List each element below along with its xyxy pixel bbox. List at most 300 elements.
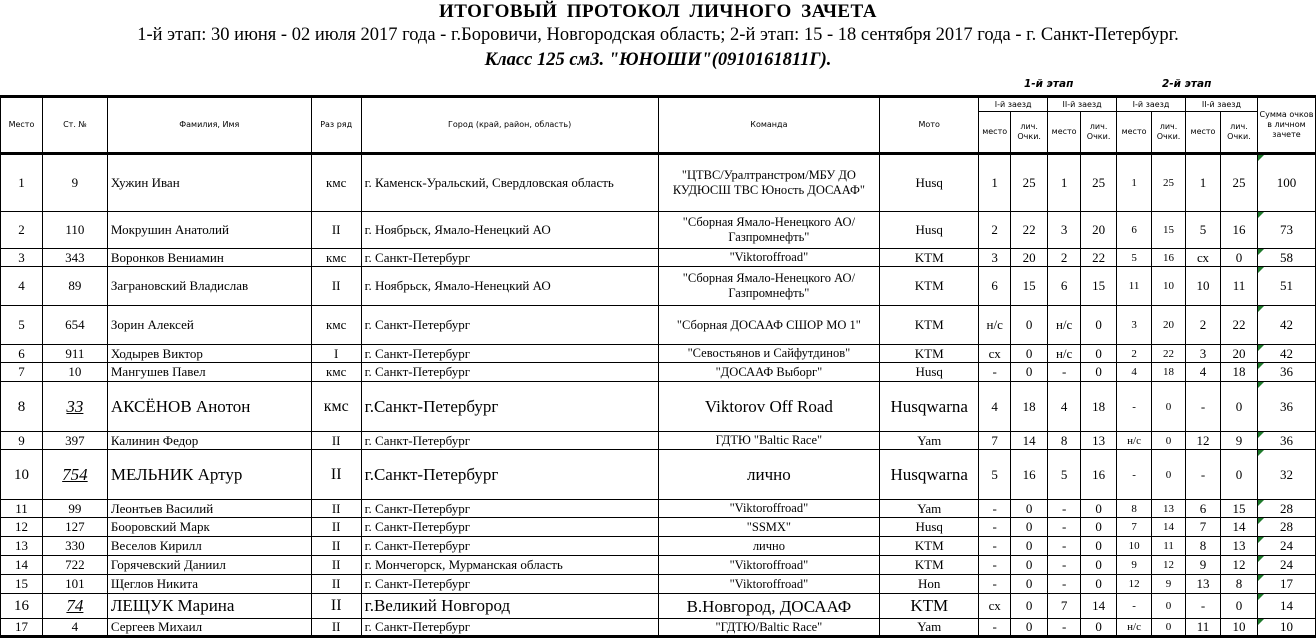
cell-s2r2-place: 4 xyxy=(1186,363,1221,382)
cell-place: 12 xyxy=(1,518,43,537)
cell-s1r2-place: - xyxy=(1048,619,1081,637)
cell-s1r1-place: 3 xyxy=(979,249,1011,267)
cell-city: г. Ноябрьск, Ямало-Ненецкий АО xyxy=(361,212,658,249)
table-row xyxy=(1,594,1316,619)
table-row xyxy=(1,154,1316,212)
cell-city: г. Санкт-Петербург xyxy=(361,537,658,556)
cell-s1r2-place: - xyxy=(1048,518,1081,537)
table-row xyxy=(1,556,1316,575)
cell-s1r2-place: - xyxy=(1048,575,1081,594)
cell-s2r2-place: 2 xyxy=(1186,306,1221,345)
cell-total: 51 xyxy=(1257,267,1315,306)
cell-total: 42 xyxy=(1257,306,1315,345)
table-row xyxy=(1,382,1316,432)
col-s2-race2: II-й заезд xyxy=(1186,97,1258,112)
cell-city: г. Санкт-Петербург xyxy=(361,249,658,267)
cell-s1r1-place: - xyxy=(979,518,1011,537)
cell-team: "Сборная ДОСААФ СШОР МО 1" xyxy=(658,306,880,345)
cell-name: МЕЛЬНИК Артур xyxy=(107,450,311,500)
cell-city: г. Санкт-Петербург xyxy=(361,306,658,345)
cell-rank: кмс xyxy=(311,154,361,212)
results-body xyxy=(1,154,1316,637)
table-row xyxy=(1,450,1316,500)
cell-s2r2-points: 11 xyxy=(1220,267,1257,306)
cell-number: 330 xyxy=(42,537,107,556)
cell-name: Веселов Кирилл xyxy=(107,537,311,556)
cell-total: 32 xyxy=(1257,450,1315,500)
cell-s1r1-points: 22 xyxy=(1011,212,1048,249)
cell-name: Мангушев Павел xyxy=(107,363,311,382)
cell-team: "ЦТВС/Уралтранстром/МБУ ДО КУДЮСШ ТВС Юность ДОСААФ" xyxy=(658,154,880,212)
cell-number: 397 xyxy=(42,432,107,450)
cell-s1r1-place: - xyxy=(979,500,1011,518)
cell-city: г.Санкт-Петербург xyxy=(361,450,658,500)
cell-s2r2-points: 16 xyxy=(1220,212,1257,249)
cell-total: 24 xyxy=(1257,537,1315,556)
cell-team: "ГДТЮ/Baltic Race" xyxy=(658,619,880,637)
cell-s1r1-points: 0 xyxy=(1011,575,1048,594)
cell-s2r2-place: 5 xyxy=(1186,212,1221,249)
cell-number: 74 xyxy=(42,594,107,619)
cell-number: 9 xyxy=(42,154,107,212)
cell-s2r2-place: 10 xyxy=(1186,267,1221,306)
cell-s2r1-points: 18 xyxy=(1152,363,1186,382)
cell-place: 17 xyxy=(1,619,43,637)
cell-s1r2-place: 8 xyxy=(1048,432,1081,450)
cell-s1r2-points: 13 xyxy=(1081,432,1117,450)
cell-s1r1-points: 0 xyxy=(1011,594,1048,619)
cell-s2r2-place: 11 xyxy=(1186,619,1221,637)
cell-s1r1-points: 25 xyxy=(1011,154,1048,212)
cell-s2r2-points: 8 xyxy=(1220,575,1257,594)
cell-total: 17 xyxy=(1257,575,1315,594)
cell-s1r2-place: - xyxy=(1048,556,1081,575)
cell-s1r2-place: - xyxy=(1048,363,1081,382)
cell-s1r2-points: 0 xyxy=(1081,556,1117,575)
cell-number: 89 xyxy=(42,267,107,306)
cell-s1r2-points: 0 xyxy=(1081,537,1117,556)
cell-team: В.Новгород, ДОСААФ xyxy=(658,594,880,619)
table-row xyxy=(1,432,1316,450)
cell-s2r1-place: 10 xyxy=(1117,537,1152,556)
table-row xyxy=(1,249,1316,267)
table-row xyxy=(1,212,1316,249)
table-row xyxy=(1,345,1316,363)
col-s2r1-points: лич. Очки. xyxy=(1152,112,1186,154)
cell-s2r2-points: 13 xyxy=(1220,537,1257,556)
cell-total: 36 xyxy=(1257,432,1315,450)
cell-s1r1-place: 4 xyxy=(979,382,1011,432)
cell-rank: II xyxy=(311,619,361,637)
cell-s2r1-place: - xyxy=(1117,450,1152,500)
cell-s1r2-points: 15 xyxy=(1081,267,1117,306)
col-moto: Мото xyxy=(880,97,979,154)
cell-s2r1-points: 11 xyxy=(1152,537,1186,556)
cell-s1r2-place: 4 xyxy=(1048,382,1081,432)
cell-team: "SSMX" xyxy=(658,518,880,537)
col-place: Место xyxy=(1,97,43,154)
cell-s2r1-points: 14 xyxy=(1152,518,1186,537)
cell-city: г. Санкт-Петербург xyxy=(361,345,658,363)
cell-moto: Husqwarna xyxy=(880,450,979,500)
cell-s2r1-place: 3 xyxy=(1117,306,1152,345)
cell-number: 754 xyxy=(42,450,107,500)
cell-s1r1-points: 15 xyxy=(1011,267,1048,306)
cell-s2r2-place: 3 xyxy=(1186,345,1221,363)
col-s1r1-points: лич. Очки. xyxy=(1011,112,1048,154)
cell-s1r2-points: 0 xyxy=(1081,619,1117,637)
cell-place: 2 xyxy=(1,212,43,249)
cell-s2r1-place: - xyxy=(1117,594,1152,619)
cell-total: 28 xyxy=(1257,518,1315,537)
cell-s1r2-place: 3 xyxy=(1048,212,1081,249)
cell-team: "Севостьянов и Сайфутдинов" xyxy=(658,345,880,363)
cell-number: 99 xyxy=(42,500,107,518)
cell-s1r1-place: - xyxy=(979,556,1011,575)
cell-number: 654 xyxy=(42,306,107,345)
cell-city: г. Ноябрьск, Ямало-Ненецкий АО xyxy=(361,267,658,306)
cell-s2r2-points: 0 xyxy=(1220,249,1257,267)
cell-rank: II xyxy=(311,594,361,619)
cell-s1r1-points: 0 xyxy=(1011,306,1048,345)
cell-number: 33 xyxy=(42,382,107,432)
cell-s2r1-points: 16 xyxy=(1152,249,1186,267)
cell-s1r1-points: 14 xyxy=(1011,432,1048,450)
cell-s1r1-points: 0 xyxy=(1011,619,1048,637)
cell-place: 13 xyxy=(1,537,43,556)
cell-team: "ДОСААФ Выборг" xyxy=(658,363,880,382)
cell-s1r2-points: 0 xyxy=(1081,363,1117,382)
col-number: Ст. № xyxy=(42,97,107,154)
cell-city: г. Санкт-Петербург xyxy=(361,363,658,382)
cell-s1r2-points: 18 xyxy=(1081,382,1117,432)
cell-total: 36 xyxy=(1257,363,1315,382)
cell-rank: II xyxy=(311,500,361,518)
cell-number: 110 xyxy=(42,212,107,249)
col-s2r2-place: место xyxy=(1186,112,1221,154)
cell-total: 73 xyxy=(1257,212,1315,249)
stage-2-label: 2-й этап xyxy=(1162,78,1212,90)
cell-s1r2-points: 16 xyxy=(1081,450,1117,500)
cell-s2r2-points: 12 xyxy=(1220,556,1257,575)
cell-team: "Viktoroffroad" xyxy=(658,575,880,594)
cell-s2r2-points: 0 xyxy=(1220,450,1257,500)
cell-rank: I xyxy=(311,345,361,363)
cell-rank: II xyxy=(311,518,361,537)
cell-moto: Husq xyxy=(880,212,979,249)
cell-s2r2-place: - xyxy=(1186,382,1221,432)
cell-name: Зорин Алексей xyxy=(107,306,311,345)
table-row xyxy=(1,267,1316,306)
col-s2-race1: I-й заезд xyxy=(1117,97,1186,112)
cell-rank: II xyxy=(311,556,361,575)
cell-s2r1-points: 22 xyxy=(1152,345,1186,363)
cell-moto: Husq xyxy=(880,518,979,537)
cell-total: 10 xyxy=(1257,619,1315,637)
cell-s2r2-points: 10 xyxy=(1220,619,1257,637)
cell-moto: KTM xyxy=(880,267,979,306)
cell-total: 36 xyxy=(1257,382,1315,432)
cell-s2r1-place: н/с xyxy=(1117,619,1152,637)
cell-s2r1-points: 13 xyxy=(1152,500,1186,518)
cell-s2r1-points: 10 xyxy=(1152,267,1186,306)
cell-s2r1-points: 0 xyxy=(1152,432,1186,450)
cell-s2r2-place: 9 xyxy=(1186,556,1221,575)
cell-s1r2-points: 0 xyxy=(1081,518,1117,537)
cell-total: 42 xyxy=(1257,345,1315,363)
cell-total: 100 xyxy=(1257,154,1315,212)
cell-s1r1-points: 0 xyxy=(1011,363,1048,382)
cell-rank: II xyxy=(311,575,361,594)
cell-s1r1-place: - xyxy=(979,575,1011,594)
cell-place: 6 xyxy=(1,345,43,363)
cell-s1r1-place: 1 xyxy=(979,154,1011,212)
cell-s1r2-points: 14 xyxy=(1081,594,1117,619)
cell-moto: KTM xyxy=(880,345,979,363)
cell-team: Viktorov Off Road xyxy=(658,382,880,432)
cell-s2r2-points: 18 xyxy=(1220,363,1257,382)
cell-place: 7 xyxy=(1,363,43,382)
cell-s2r2-place: 12 xyxy=(1186,432,1221,450)
cell-name: Калинин Федор xyxy=(107,432,311,450)
cell-s1r1-points: 0 xyxy=(1011,556,1048,575)
cell-city: г. Мончегорск, Мурманская область xyxy=(361,556,658,575)
cell-team: "Viktoroffroad" xyxy=(658,556,880,575)
protocol-subtitle: 1-й этап: 30 июня - 02 июля 2017 года - г.Боровичи, Новгородская область; 2-й этап: 15 - 18 сентября 2017 года - г. Санкт-Петербург. xyxy=(137,25,1179,45)
cell-s1r2-place: - xyxy=(1048,500,1081,518)
cell-rank: II xyxy=(311,267,361,306)
cell-s2r1-points: 20 xyxy=(1152,306,1186,345)
cell-s1r1-points: 0 xyxy=(1011,537,1048,556)
cell-s1r1-points: 0 xyxy=(1011,500,1048,518)
cell-s1r2-place: н/с xyxy=(1048,345,1081,363)
cell-total: 28 xyxy=(1257,500,1315,518)
cell-s1r1-place: 2 xyxy=(979,212,1011,249)
cell-place: 14 xyxy=(1,556,43,575)
cell-team: лично xyxy=(658,450,880,500)
cell-moto: KTM xyxy=(880,537,979,556)
cell-s2r1-place: 6 xyxy=(1117,212,1152,249)
cell-s2r2-points: 20 xyxy=(1220,345,1257,363)
cell-number: 10 xyxy=(42,363,107,382)
cell-city: г.Великий Новгород xyxy=(361,594,658,619)
cell-place: 11 xyxy=(1,500,43,518)
cell-s1r1-points: 0 xyxy=(1011,518,1048,537)
cell-s2r1-place: - xyxy=(1117,382,1152,432)
cell-s1r2-place: 2 xyxy=(1048,249,1081,267)
cell-moto: Yam xyxy=(880,432,979,450)
cell-total: 14 xyxy=(1257,594,1315,619)
cell-s1r1-place: - xyxy=(979,619,1011,637)
cell-s2r1-place: 9 xyxy=(1117,556,1152,575)
cell-s2r1-points: 0 xyxy=(1152,382,1186,432)
col-rank: Раз ряд xyxy=(311,97,361,154)
cell-name: АКСЁНОВ Анотон xyxy=(107,382,311,432)
cell-rank: кмс xyxy=(311,249,361,267)
col-s1r2-points: лич. Очки. xyxy=(1081,112,1117,154)
table-row xyxy=(1,500,1316,518)
cell-moto: Hon xyxy=(880,575,979,594)
cell-s1r2-points: 20 xyxy=(1081,212,1117,249)
cell-team: "Сборная Ямало-Ненецкого АО/Газпромнефть" xyxy=(658,212,880,249)
cell-s1r2-points: 0 xyxy=(1081,575,1117,594)
cell-s1r1-points: 20 xyxy=(1011,249,1048,267)
cell-city: г. Санкт-Петербург xyxy=(361,432,658,450)
cell-s1r2-place: - xyxy=(1048,537,1081,556)
cell-s2r2-place: сх xyxy=(1186,249,1221,267)
cell-number: 127 xyxy=(42,518,107,537)
table-row xyxy=(1,575,1316,594)
cell-moto: KTM xyxy=(880,249,979,267)
cell-s2r2-place: 6 xyxy=(1186,500,1221,518)
cell-s2r2-points: 22 xyxy=(1220,306,1257,345)
cell-city: г. Санкт-Петербург xyxy=(361,500,658,518)
results-table xyxy=(0,95,1316,638)
cell-moto: Husq xyxy=(880,154,979,212)
cell-moto: Yam xyxy=(880,500,979,518)
cell-s2r1-place: 8 xyxy=(1117,500,1152,518)
cell-s2r2-points: 25 xyxy=(1220,154,1257,212)
cell-s1r1-place: н/с xyxy=(979,306,1011,345)
cell-s2r2-place: 7 xyxy=(1186,518,1221,537)
col-s1r2-place: место xyxy=(1048,112,1081,154)
cell-s1r1-points: 18 xyxy=(1011,382,1048,432)
col-total: Сумма очков в личном зачете xyxy=(1257,97,1315,154)
cell-s1r2-points: 22 xyxy=(1081,249,1117,267)
table-row xyxy=(1,518,1316,537)
cell-s1r1-place: сх xyxy=(979,594,1011,619)
class-line: Класс 125 см3. "ЮНОШИ"(0910161811Г). xyxy=(484,50,832,70)
cell-place: 4 xyxy=(1,267,43,306)
cell-s1r2-points: 25 xyxy=(1081,154,1117,212)
table-row xyxy=(1,306,1316,345)
cell-moto: Husq xyxy=(880,363,979,382)
cell-s2r1-points: 0 xyxy=(1152,594,1186,619)
cell-s1r2-points: 0 xyxy=(1081,306,1117,345)
cell-s2r2-points: 0 xyxy=(1220,594,1257,619)
cell-rank: II xyxy=(311,432,361,450)
cell-s2r2-place: - xyxy=(1186,450,1221,500)
cell-place: 8 xyxy=(1,382,43,432)
col-s1r1-place: место xyxy=(979,112,1011,154)
col-s2r1-place: место xyxy=(1117,112,1152,154)
table-row xyxy=(1,619,1316,637)
cell-s2r1-points: 0 xyxy=(1152,450,1186,500)
cell-rank: II xyxy=(311,212,361,249)
cell-name: Щеглов Никита xyxy=(107,575,311,594)
cell-s2r1-place: 1 xyxy=(1117,154,1152,212)
cell-name: Ходырев Виктор xyxy=(107,345,311,363)
cell-s2r1-place: 12 xyxy=(1117,575,1152,594)
cell-number: 911 xyxy=(42,345,107,363)
col-city: Город (край, район, область) xyxy=(361,97,658,154)
cell-place: 9 xyxy=(1,432,43,450)
cell-s1r2-place: 1 xyxy=(1048,154,1081,212)
cell-team: ГДТЮ "Baltic Race" xyxy=(658,432,880,450)
cell-moto: Yam xyxy=(880,619,979,637)
cell-s1r2-place: 5 xyxy=(1048,450,1081,500)
cell-s2r1-points: 9 xyxy=(1152,575,1186,594)
cell-place: 15 xyxy=(1,575,43,594)
table-row xyxy=(1,537,1316,556)
cell-s2r1-place: 5 xyxy=(1117,249,1152,267)
cell-city: г. Санкт-Петербург xyxy=(361,575,658,594)
cell-s1r1-place: - xyxy=(979,363,1011,382)
cell-rank: кмс xyxy=(311,306,361,345)
cell-place: 1 xyxy=(1,154,43,212)
cell-s1r2-points: 0 xyxy=(1081,345,1117,363)
cell-s2r2-points: 14 xyxy=(1220,518,1257,537)
cell-s2r1-place: 2 xyxy=(1117,345,1152,363)
cell-s2r2-place: 13 xyxy=(1186,575,1221,594)
cell-s2r1-place: 7 xyxy=(1117,518,1152,537)
cell-s2r2-points: 9 xyxy=(1220,432,1257,450)
cell-s1r1-place: сх xyxy=(979,345,1011,363)
cell-s1r1-points: 0 xyxy=(1011,345,1048,363)
cell-name: Сергеев Михаил xyxy=(107,619,311,637)
cell-s2r2-place: 8 xyxy=(1186,537,1221,556)
cell-s1r2-points: 0 xyxy=(1081,500,1117,518)
cell-s1r1-points: 16 xyxy=(1011,450,1048,500)
cell-s1r1-place: - xyxy=(979,537,1011,556)
cell-city: г.Санкт-Петербург xyxy=(361,382,658,432)
cell-number: 343 xyxy=(42,249,107,267)
cell-s2r1-points: 25 xyxy=(1152,154,1186,212)
cell-number: 4 xyxy=(42,619,107,637)
cell-s1r1-place: 5 xyxy=(979,450,1011,500)
cell-team: лично xyxy=(658,537,880,556)
cell-rank: кмс xyxy=(311,363,361,382)
cell-city: г. Санкт-Петербург xyxy=(361,619,658,637)
cell-place: 3 xyxy=(1,249,43,267)
cell-s2r1-place: 11 xyxy=(1117,267,1152,306)
col-s1-race1: I-й заезд xyxy=(979,97,1048,112)
protocol-title: ИТОГОВЫЙ ПРОТОКОЛ ЛИЧНОГО ЗАЧЕТА xyxy=(438,1,878,22)
cell-s1r2-place: 7 xyxy=(1048,594,1081,619)
cell-s1r1-place: 6 xyxy=(979,267,1011,306)
cell-place: 5 xyxy=(1,306,43,345)
cell-name: Воронков Вениамин xyxy=(107,249,311,267)
cell-number: 722 xyxy=(42,556,107,575)
cell-total: 58 xyxy=(1257,249,1315,267)
cell-total: 24 xyxy=(1257,556,1315,575)
cell-s2r2-place: - xyxy=(1186,594,1221,619)
cell-name: Мокрушин Анатолий xyxy=(107,212,311,249)
cell-s2r1-place: 4 xyxy=(1117,363,1152,382)
cell-rank: II xyxy=(311,537,361,556)
cell-s2r1-points: 12 xyxy=(1152,556,1186,575)
stage-1-label: 1-й этап xyxy=(1024,78,1074,90)
col-s1-race2: II-й заезд xyxy=(1048,97,1117,112)
col-team: Команда xyxy=(658,97,880,154)
cell-moto: Husqwarna xyxy=(880,382,979,432)
table-row xyxy=(1,363,1316,382)
cell-s1r2-place: 6 xyxy=(1048,267,1081,306)
cell-moto: KTM xyxy=(880,306,979,345)
cell-place: 16 xyxy=(1,594,43,619)
col-name: Фамилия, Имя xyxy=(107,97,311,154)
cell-name: Хужин Иван xyxy=(107,154,311,212)
cell-moto: KTM xyxy=(880,556,979,575)
cell-name: Бооровский Марк xyxy=(107,518,311,537)
cell-s2r2-points: 0 xyxy=(1220,382,1257,432)
cell-team: "Viktoroffroad" xyxy=(658,500,880,518)
cell-name: Заграновский Владислав xyxy=(107,267,311,306)
cell-number: 101 xyxy=(42,575,107,594)
cell-place: 10 xyxy=(1,450,43,500)
cell-rank: кмс xyxy=(311,382,361,432)
cell-city: г. Каменск-Уральский, Свердловская область xyxy=(361,154,658,212)
